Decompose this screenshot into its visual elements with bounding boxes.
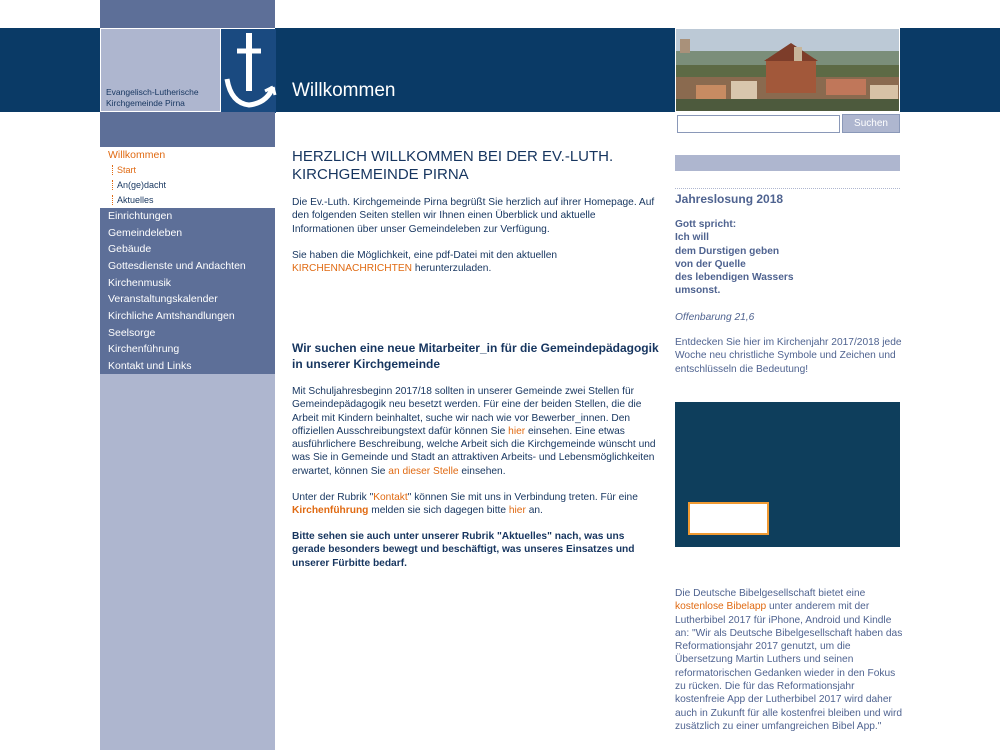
contact-paragraph bbox=[292, 491, 660, 518]
sidebar-item-seelsorge[interactable]: Seelsorge bbox=[108, 327, 156, 339]
pdf-text-after: herunterzuladen. bbox=[412, 263, 492, 275]
verse-line: von der Quelle bbox=[675, 258, 746, 270]
sidebar-filler bbox=[100, 374, 275, 750]
sidebar-item-veranstaltungskalender[interactable]: Veranstaltungskalender bbox=[108, 293, 218, 305]
kirchenjahr-paragraph: Entdecken Sie hier im Kirchenjahr 2017/2018 jede Woche neu christliche Symbole und Zeichen und entschlüsseln die Bedeutung! bbox=[675, 337, 902, 375]
sidebar-subitem-aktuelles[interactable]: Aktuelles bbox=[112, 195, 154, 205]
main-title-line2: KIRCHGEMEINDE PIRNA bbox=[292, 166, 469, 183]
verse-line: umsonst. bbox=[675, 285, 721, 297]
contact-text-3: melden sie sich dagegen bitte bbox=[368, 505, 509, 517]
verse-line: Gott spricht: bbox=[675, 219, 737, 230]
bibel-text-2: unter anderem mit der Lutherbibel 2017 für iPhone, Android und Kindle an: "Wir als Deutsche Bibelgesellschaft haben das Reformationsjahr 2017 genutzt, um die Übersetzung Martin Luthers und seinen reformatorischen Gedanken wieder in den Fokus zu rücken. Die für das Reformationsjahr kostenfreie App der Lutherbibel 2017 wird daher auch in Zukunft für alle kostenfrei bleiben und wird zusätzlich zu einer umfangreichen Bibel App." bbox=[675, 601, 903, 732]
job-text-1: Mit Schuljahresbeginn 2017/18 sollten in unserer Gemeinde zwei Stellen für Gemeindepädagogik neu besetzt werden. Für eine der beiden Stellen, die die Arbeit mit Kindern beinhaltet, suche wir nach wie vor Bewerber_innen. Den offiziellen Ausschreibungstext dafür können Sie bbox=[292, 386, 642, 437]
logo-text-line2: Kirchgemeinde Pirna bbox=[106, 98, 185, 108]
verse-line: des lebendigen Wassers bbox=[675, 272, 794, 284]
pdf-paragraph bbox=[292, 249, 660, 276]
sidebar-subitem-start[interactable]: Start bbox=[112, 165, 136, 175]
kontakt-link[interactable]: Kontakt bbox=[373, 492, 408, 503]
sidebar-header-block bbox=[100, 112, 275, 147]
intro-paragraph: Die Ev.-Luth. Kirchgemeinde Pirna begrüßt Sie herzlich auf ihrer Homepage. Auf den folgenden Seiten stellen wir Ihnen einen Überblick und aktuelle Informationen über unser Gemeindeleben zur Verfügung. bbox=[292, 197, 655, 235]
town-photo bbox=[675, 28, 900, 112]
sidebar-item-kirchenfuehrung[interactable]: Kirchenführung bbox=[108, 343, 180, 355]
search-button[interactable]: Suchen bbox=[842, 114, 900, 133]
right-column-bar bbox=[675, 155, 900, 171]
sidebar-item-amtshandlungen[interactable]: Kirchliche Amtshandlungen bbox=[108, 310, 235, 322]
main-title bbox=[292, 148, 662, 184]
verse-line: dem Durstigen geben bbox=[675, 245, 780, 257]
kirchenfuehrung-link[interactable]: Kirchenführung bbox=[292, 505, 369, 517]
sidebar-item-gottesdienste[interactable]: Gottesdienste und Andachten bbox=[108, 260, 246, 272]
bibelapp-paragraph bbox=[675, 587, 903, 733]
sidebar-item-gemeindeleben[interactable]: Gemeindeleben bbox=[108, 227, 183, 239]
sidebar-item-einrichtungen[interactable]: Einrichtungen bbox=[108, 210, 173, 222]
search-input[interactable] bbox=[677, 115, 840, 133]
jahreslosung-reference: Offenbarung 21,6 bbox=[675, 312, 755, 323]
main-title-line1: HERZLICH WILLKOMMEN BEI DER EV.-LUTH. bbox=[292, 148, 614, 165]
verse-line: Ich will bbox=[675, 232, 709, 244]
contact-text-1: Unter der Rubrik " bbox=[292, 492, 374, 503]
feature-box-button[interactable] bbox=[688, 502, 769, 535]
job-paragraph bbox=[292, 385, 660, 478]
contact-text-2: " können Sie mit uns in Verbindung treten. Für eine bbox=[407, 492, 638, 503]
anmeldung-link[interactable]: hier bbox=[508, 505, 526, 517]
contact-text-4: an. bbox=[525, 505, 543, 517]
logo-text bbox=[106, 87, 199, 109]
bibel-text-1: Die Deutsche Bibelgesellschaft bietet eine bbox=[675, 588, 866, 599]
sidebar-item-kirchenmusik[interactable]: Kirchenmusik bbox=[108, 277, 172, 289]
ausschreibung-link[interactable]: hier bbox=[508, 425, 526, 437]
beschreibung-link[interactable]: an dieser Stelle bbox=[388, 465, 459, 477]
bibelapp-link[interactable]: kostenlose Bibelapp bbox=[675, 601, 767, 613]
jahreslosung-verse bbox=[675, 218, 903, 298]
news-paragraph: Bitte sehen sie auch unter unserer Rubrik "Aktuelles" nach, was uns gerade besonders bewegt und beschäftigt, was unseres Einsatzes und unserer Fürbitte bedarf. bbox=[292, 531, 635, 569]
logo[interactable] bbox=[100, 28, 275, 112]
sidebar-item-willkommen[interactable]: Willkommen bbox=[108, 149, 166, 161]
job-text-3: einsehen. bbox=[458, 465, 506, 477]
church-emblem-icon bbox=[220, 29, 276, 113]
sidebar-item-gebaeude[interactable]: Gebäude bbox=[108, 243, 152, 255]
pdf-text: Sie haben die Möglichkeit, eine pdf-Datei mit den aktuellen bbox=[292, 250, 558, 261]
sidebar-subitem-angedacht[interactable]: An(ge)dacht bbox=[112, 180, 166, 190]
page-heading: Willkommen bbox=[292, 80, 396, 101]
sidebar-item-kontakt[interactable]: Kontakt und Links bbox=[108, 360, 192, 372]
sidebar-top-strip bbox=[100, 0, 275, 28]
jahreslosung-title: Jahreslosung 2018 bbox=[675, 192, 784, 206]
kirchennachrichten-link[interactable]: KIRCHENNACHRICHTEN bbox=[292, 263, 412, 275]
job-heading: Wir suchen eine neue Mitarbeiter_in für die Gemeindepädagogik in unserer Kirchgemeinde bbox=[292, 341, 659, 371]
job-text-2: einsehen. Eine etwas ausführlichere Beschreibung, welche Arbeit sich die Kirchgemeinde wünscht und was Sie in Gemeinde und Stadt an attraktiven Arbeits- und Lebensmöglichkeiten erwartet, können Sie bbox=[292, 425, 656, 477]
logo-text-line1: Evangelisch-Lutherische bbox=[106, 87, 199, 97]
right-divider bbox=[675, 188, 900, 189]
